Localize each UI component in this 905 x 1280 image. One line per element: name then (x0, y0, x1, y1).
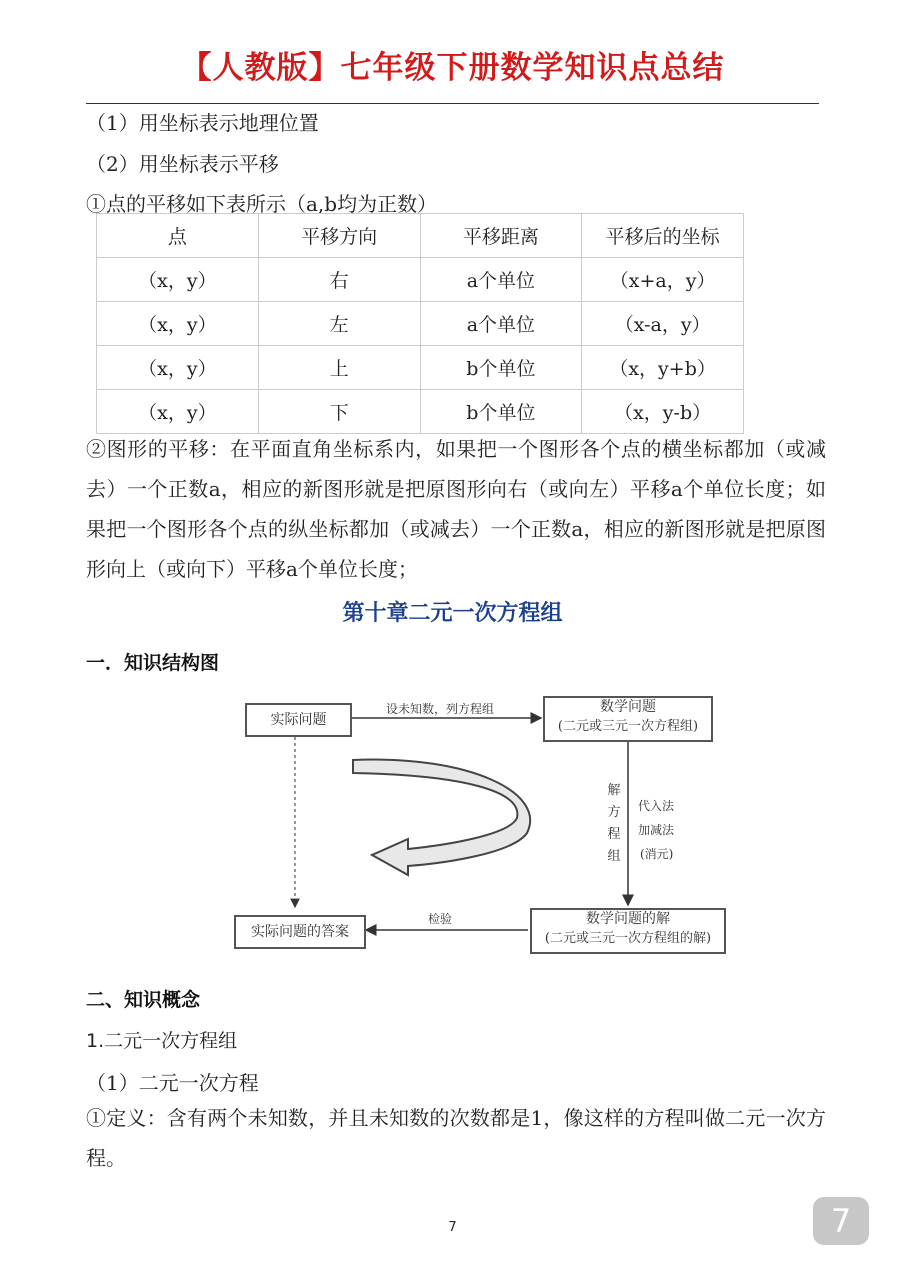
box-math-problem-line2: (二元或三元一次方程组) (557, 719, 699, 734)
table-cell: b个单位 (420, 390, 582, 434)
label-set-equations: 设未知数，列方程组 (386, 702, 495, 716)
table-cell: （x，y） (97, 390, 259, 434)
table-cell: a个单位 (420, 258, 582, 302)
box-math-solution-line1: 数学问题的解 (586, 911, 670, 927)
text-line-1: （1）用坐标表示地理位置 (86, 111, 319, 135)
table-cell: （x-a，y） (582, 302, 744, 346)
box-real-answer (234, 915, 366, 949)
subheading-equation-system: 1.二元一次方程组 (86, 1030, 238, 1052)
table-cell: a个单位 (420, 302, 582, 346)
box-math-solution (530, 908, 726, 954)
table-cell: （x，y+b） (582, 346, 744, 390)
subheading-linear-equation: （1）二元一次方程 (86, 1071, 259, 1095)
label-solve-char: 方 (607, 805, 621, 820)
text-line-2: （2）用坐标表示平移 (86, 152, 279, 176)
section-heading-structure: 一．知识结构图 (86, 652, 220, 674)
table-cell: （x，y） (97, 346, 259, 390)
table-header-row (97, 214, 744, 258)
box-math-problem-line1: 数学问题 (600, 699, 656, 715)
page-number: 7 (448, 1220, 457, 1235)
box-real-problem-label: 实际问题 (270, 712, 327, 728)
label-solve-char: 解 (607, 783, 621, 798)
table-row (97, 258, 744, 302)
table-row (97, 346, 744, 390)
chapter-title: 第十章二元一次方程组 (342, 601, 563, 626)
table-header-cell: 平移方向 (258, 214, 420, 258)
label-solve-equations (607, 780, 621, 868)
table-header-cell: 平移距离 (420, 214, 582, 258)
definition-paragraph: ①定义：含有两个未知数，并且未知数的次数都是1，像这样的方程叫做二元一次方程。 (86, 1106, 826, 1170)
label-elimination-note: (消元) (640, 847, 674, 861)
section-heading-concepts: 二、知识概念 (86, 989, 201, 1011)
box-math-problem (543, 696, 713, 742)
table-cell: （x，y-b） (582, 390, 744, 434)
table-cell: （x，y） (97, 258, 259, 302)
table-row (97, 390, 744, 434)
label-elimination: 加减法 (638, 823, 675, 837)
curved-arrow-icon (353, 760, 530, 875)
table-header-cell: 平移后的坐标 (582, 214, 744, 258)
table-cell: 右 (258, 258, 420, 302)
text-line-3: ①点的平移如下表所示（a,b均为正数） (86, 192, 438, 216)
table-cell: 左 (258, 302, 420, 346)
label-substitution: 代入法 (638, 799, 675, 813)
table-cell: 上 (258, 346, 420, 390)
label-check: 检验 (428, 912, 453, 926)
translation-table (96, 213, 744, 434)
box-real-answer-label: 实际问题的答案 (251, 924, 349, 940)
label-solve-char: 组 (607, 849, 621, 864)
box-math-solution-line2: (二元或三元一次方程组的解) (544, 931, 712, 946)
shape-translation-paragraph: ②图形的平移：在平面直角坐标系内，如果把一个图形各个点的横坐标都加（或减去）一个正数a，相应的新图形就是把原图形向右（或向左）平移a个单位长度；如果把一个图形各个点的纵坐标都加（或减去）一个正数a，相应的新图形就是把原图形向上（或向下）平移a个单位长度； (86, 437, 826, 581)
table-cell: （x，y） (97, 302, 259, 346)
box-real-problem (245, 703, 352, 737)
table-cell: 下 (258, 390, 420, 434)
table-cell: （x+a，y） (582, 258, 744, 302)
header-divider (86, 103, 819, 104)
table-row (97, 302, 744, 346)
page-badge: 7 (813, 1197, 869, 1245)
table-header-cell: 点 (97, 214, 259, 258)
table-cell: b个单位 (420, 346, 582, 390)
label-solve-char: 程 (607, 827, 621, 842)
page-title: 【人教版】七年级下册数学知识点总结 (180, 50, 725, 86)
